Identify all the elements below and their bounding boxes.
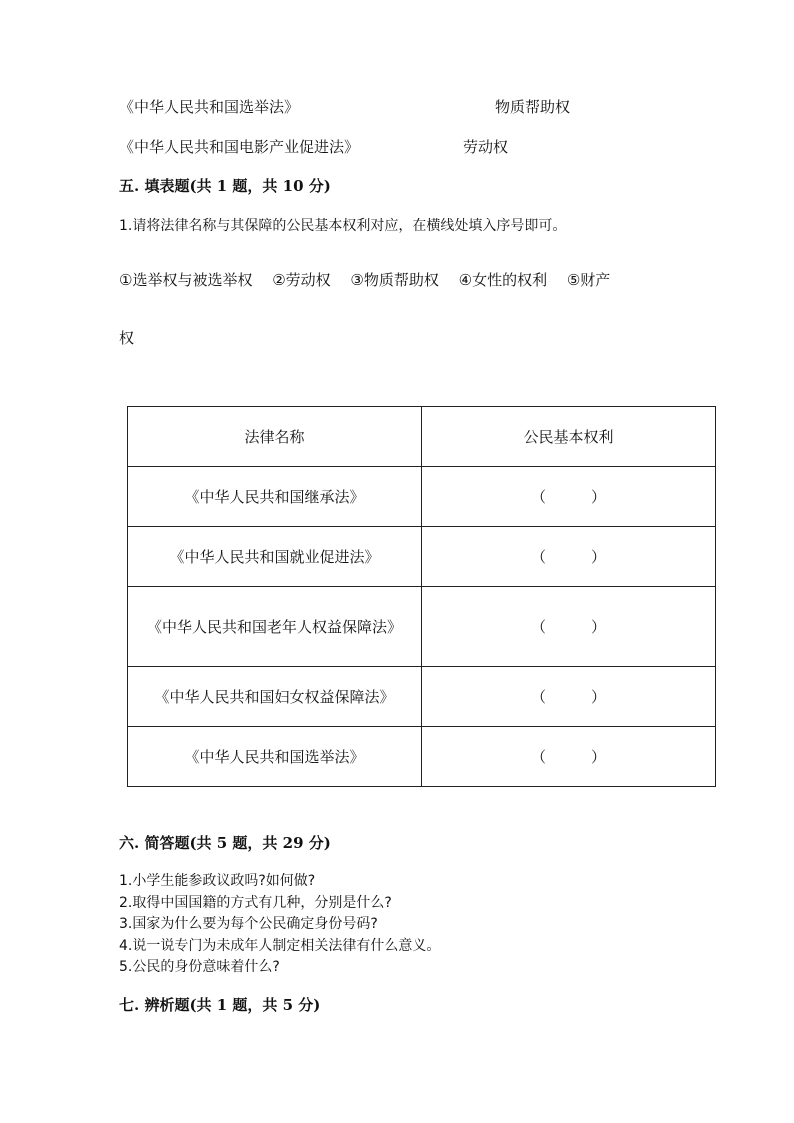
section6-question-list bbox=[119, 871, 440, 979]
list-item: 3.国家为什么要为每个公民确定身份号码? bbox=[119, 916, 378, 932]
top-right-2: 劳动权 bbox=[463, 138, 509, 156]
table-row bbox=[128, 527, 716, 587]
table-row bbox=[128, 467, 716, 527]
row-answer-blank[interactable]: （ ） bbox=[422, 587, 716, 667]
section5-options-line1: ①选举权与被选举权 ②劳动权 ③物质帮助权 ④女性的权利 ⑤财产 bbox=[119, 271, 611, 289]
row-answer-blank[interactable]: （ ） bbox=[422, 727, 716, 787]
list-item: 4.说一说专门为未成年人制定相关法律有什么意义。 bbox=[119, 937, 441, 954]
row-answer-blank[interactable]: （ ） bbox=[422, 467, 716, 527]
list-item: 1.小学生能参政议政吗?如何做? bbox=[119, 873, 316, 889]
row-law: 《中华人民共和国就业促进法》 bbox=[128, 527, 422, 587]
section5-question: 1.请将法律名称与其保障的公民基本权利对应，在横线处填入序号即可。 bbox=[119, 218, 567, 234]
section5-options-line2: 权 bbox=[119, 329, 135, 347]
row-law: 《中华人民共和国妇女权益保障法》 bbox=[128, 667, 422, 727]
table-row bbox=[128, 667, 716, 727]
list-item: 5.公民的身份意味着什么? bbox=[119, 959, 280, 975]
row-law: 《中华人民共和国选举法》 bbox=[128, 727, 422, 787]
top-right-1: 物质帮助权 bbox=[495, 98, 571, 116]
header-law-name: 法律名称 bbox=[128, 407, 422, 467]
section7-title: 七. 辨析题(共 1 题，共 5 分) bbox=[119, 996, 321, 1014]
section6-title: 六. 简答题(共 5 题，共 29 分) bbox=[119, 834, 331, 852]
table-header-row bbox=[128, 407, 716, 467]
row-answer-blank[interactable]: （ ） bbox=[422, 527, 716, 587]
table-row bbox=[128, 587, 716, 667]
row-answer-blank[interactable]: （ ） bbox=[422, 667, 716, 727]
header-basic-right: 公民基本权利 bbox=[422, 407, 716, 467]
top-law-2: 《中华人民共和国电影产业促进法》 bbox=[119, 138, 360, 156]
row-law: 《中华人民共和国老年人权益保障法》 bbox=[128, 587, 422, 667]
section5-title: 五. 填表题(共 1 题，共 10 分) bbox=[119, 177, 331, 195]
top-law-1: 《中华人民共和国选举法》 bbox=[119, 98, 300, 116]
list-item: 2.取得中国国籍的方式有几种，分别是什么? bbox=[119, 894, 392, 911]
law-rights-table bbox=[127, 406, 716, 787]
table-row bbox=[128, 727, 716, 787]
row-law: 《中华人民共和国继承法》 bbox=[128, 467, 422, 527]
